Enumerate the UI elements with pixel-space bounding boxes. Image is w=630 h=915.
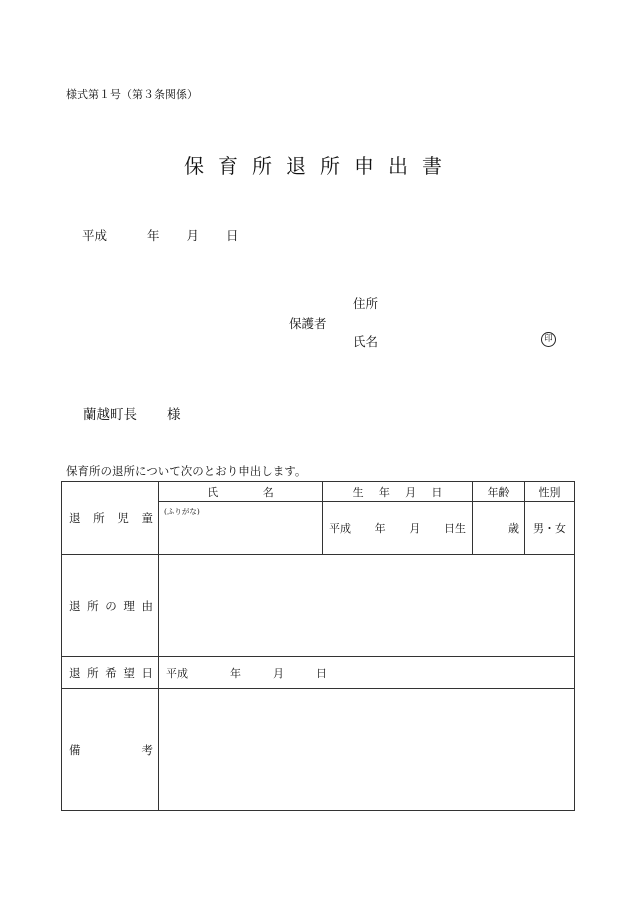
furigana-label: (ふりがな) <box>164 507 200 516</box>
birthdate-field[interactable]: 平成 年 月 日生 <box>323 502 473 555</box>
age-field[interactable] <box>473 502 525 555</box>
hope-date-label: 退 所 希 望 日 <box>62 657 159 689</box>
header-name: 氏 名 <box>159 482 323 502</box>
age-unit: 歳 <box>508 522 519 535</box>
header-birthdate: 生 年 月 日 <box>323 482 473 502</box>
document-title: 保育所退所申出書 <box>184 154 456 178</box>
withdrawal-form-table <box>61 481 575 811</box>
name-label: 氏名 <box>353 334 379 349</box>
address-label: 住所 <box>353 296 379 311</box>
sex-options: 男・女 <box>533 522 566 535</box>
remarks-label: 備 考 <box>62 689 159 811</box>
hope-date-field[interactable]: 平成 年 月 日 <box>159 657 575 689</box>
application-date <box>82 226 239 244</box>
remarks-field[interactable] <box>159 689 575 811</box>
date-era: 平成 <box>82 228 108 243</box>
child-label: 退 所 児 童 <box>62 482 159 555</box>
date-day: 日 <box>226 228 239 243</box>
date-year: 年 <box>147 228 160 243</box>
reason-field[interactable] <box>159 555 575 657</box>
date-month: 月 <box>186 228 200 243</box>
reason-label: 退 所 の 理 由 <box>62 555 159 657</box>
addressee <box>83 403 181 423</box>
header-age: 年齢 <box>473 482 525 502</box>
form-number: 様式第１号（第３条関係） <box>66 88 198 101</box>
guardian-label: 保護者 <box>289 316 327 331</box>
sex-field[interactable] <box>525 502 575 555</box>
intro-text: 保育所の退所について次のとおり申出します。 <box>66 464 307 478</box>
addressee-name: 蘭越町長 <box>83 407 137 423</box>
seal-mark: 印 <box>541 332 556 347</box>
header-sex: 性別 <box>525 482 575 502</box>
addressee-honorific: 様 <box>167 407 181 423</box>
child-name-field[interactable] <box>159 502 323 555</box>
